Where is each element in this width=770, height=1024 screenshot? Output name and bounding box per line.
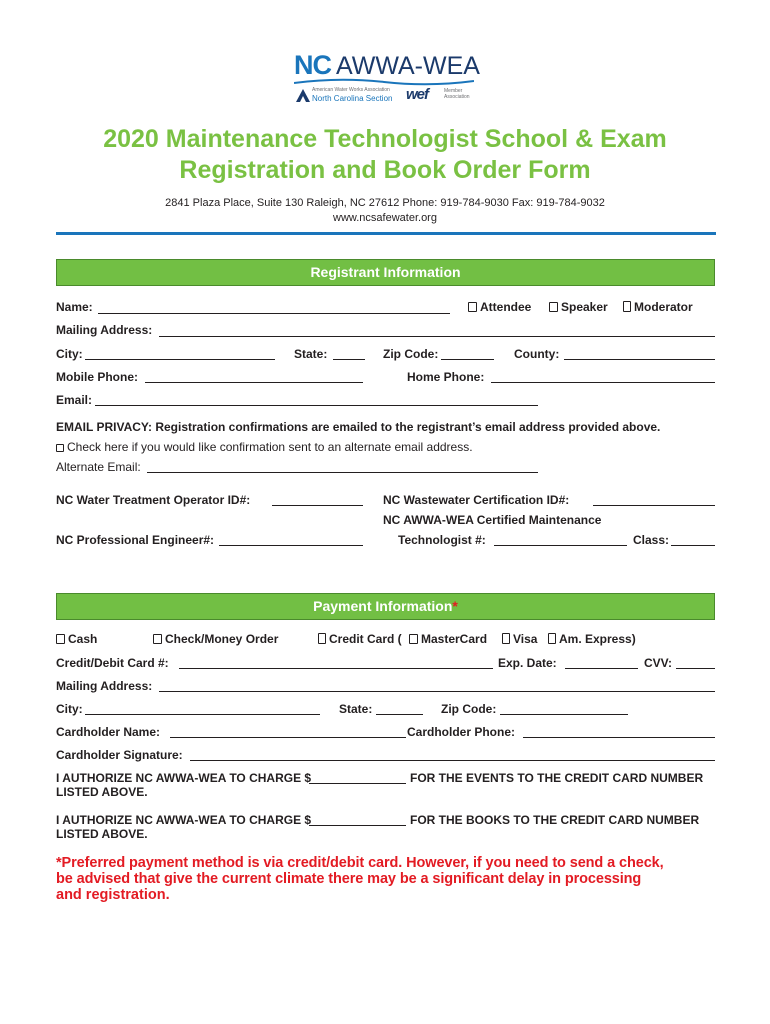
pay-amex[interactable]: [548, 632, 636, 646]
auth-events-amount-field[interactable]: [309, 783, 406, 784]
mailing-field[interactable]: [159, 336, 715, 337]
visa-label: Visa: [513, 632, 538, 646]
wef-logo: wef: [406, 86, 429, 103]
city-label: City:: [56, 347, 83, 361]
registrant-heading: Registrant Information: [56, 259, 715, 286]
role-moderator[interactable]: [623, 300, 693, 314]
auth-books-text-2: FOR THE BOOKS TO THE CREDIT CARD NUMBER: [410, 813, 700, 827]
alt-email-checkbox[interactable]: [56, 444, 64, 452]
auth-events-text-3: LISTED ABOVE.: [56, 785, 148, 799]
mastercard-checkbox[interactable]: [409, 634, 418, 644]
pay-mailing-label: Mailing Address:: [56, 679, 153, 693]
pay-cash[interactable]: [56, 632, 97, 646]
auth-events-text-2: FOR THE EVENTS TO THE CREDIT CARD NUMBER: [410, 771, 704, 785]
header-divider: [56, 232, 716, 235]
form-title-line2: Registration and Book Order Form: [179, 156, 591, 184]
nc-wastewater-field[interactable]: [593, 505, 715, 506]
pay-city-field[interactable]: [85, 714, 320, 715]
holder-phone-label: Cardholder Phone:: [407, 725, 516, 739]
attendee-checkbox[interactable]: [468, 302, 477, 312]
pay-city-label: City:: [56, 702, 83, 716]
form-title-line1: 2020 Maintenance Technologist School & Exam: [103, 125, 667, 153]
role-attendee[interactable]: [468, 300, 531, 314]
exp-label: Exp. Date:: [498, 656, 557, 670]
certified-field[interactable]: [494, 545, 627, 546]
exp-field[interactable]: [565, 668, 638, 669]
pay-visa[interactable]: [502, 632, 537, 646]
nc-water-field[interactable]: [272, 505, 363, 506]
mobile-label: Mobile Phone:: [56, 370, 138, 384]
payment-notice-line1: *Preferred payment method is via credit/debit card. However, if you need to send a check,: [56, 855, 664, 871]
class-label: Class:: [633, 533, 670, 547]
card-number-label: Credit/Debit Card #:: [56, 656, 169, 670]
pe-field[interactable]: [219, 545, 363, 546]
alt-email-field[interactable]: [147, 472, 538, 473]
credit-checkbox[interactable]: [318, 633, 326, 644]
amex-checkbox[interactable]: [548, 633, 556, 644]
visa-checkbox[interactable]: [502, 633, 510, 644]
payment-heading: [56, 593, 715, 620]
card-number-field[interactable]: [179, 668, 493, 669]
pay-zip-label: Zip Code:: [441, 702, 497, 716]
credit-label: Credit Card (: [329, 632, 402, 646]
home-field[interactable]: [491, 382, 715, 383]
zip-label: Zip Code:: [383, 347, 439, 361]
org-address: 2841 Plaza Place, Suite 130 Raleigh, NC 27612 Phone: 919-784-9030 Fax: 919-784-9032: [165, 197, 605, 209]
role-speaker[interactable]: [549, 300, 608, 314]
cvv-field[interactable]: [676, 668, 715, 669]
amex-label: Am. Express): [559, 632, 636, 646]
pe-label: NC Professional Engineer#:: [56, 533, 215, 547]
zip-field[interactable]: [441, 359, 494, 360]
city-field[interactable]: [85, 359, 275, 360]
check-label: Check/Money Order: [165, 632, 279, 646]
county-field[interactable]: [564, 359, 715, 360]
logo-section: North Carolina Section: [312, 94, 393, 103]
cvv-label: CVV:: [644, 656, 673, 670]
payment-notice-line3: and registration.: [56, 887, 170, 903]
auth-books-text-1: I AUTHORIZE NC AWWA-WEA TO CHARGE $: [56, 813, 312, 827]
awwa-mark-icon: [296, 88, 310, 102]
name-label: Name:: [56, 300, 93, 314]
certified-label-2: Technologist #:: [398, 533, 486, 547]
county-label: County:: [514, 347, 560, 361]
home-label: Home Phone:: [407, 370, 485, 384]
email-privacy-note: EMAIL PRIVACY: Registration confirmations are emailed to the registrant’s email address provided above.: [56, 420, 661, 434]
payment-notice-line2: be advised that give the current climate there may be a significant delay in processing: [56, 871, 642, 887]
pay-mailing-field[interactable]: [159, 691, 715, 692]
cash-label: Cash: [68, 632, 98, 646]
state-field[interactable]: [333, 359, 365, 360]
cash-checkbox[interactable]: [56, 634, 65, 644]
alt-email-check[interactable]: [56, 440, 473, 454]
state-label: State:: [294, 347, 328, 361]
certified-label-1: NC AWWA-WEA Certified Maintenance: [383, 513, 602, 527]
signature-label: Cardholder Signature:: [56, 748, 183, 762]
holder-name-label: Cardholder Name:: [56, 725, 161, 739]
holder-name-field[interactable]: [170, 737, 406, 738]
class-field[interactable]: [671, 545, 715, 546]
pay-state-field[interactable]: [376, 714, 423, 715]
auth-books-text-3: LISTED ABOVE.: [56, 827, 148, 841]
pay-check[interactable]: [153, 632, 278, 646]
email-label: Email:: [56, 393, 93, 407]
holder-phone-field[interactable]: [523, 737, 715, 738]
speaker-label: Speaker: [561, 300, 608, 314]
logo-org: AWWA-WEA: [336, 52, 480, 80]
alt-email-check-label: Check here if you would like confirmation sent to an alternate email address.: [67, 440, 473, 454]
pay-credit[interactable]: [318, 632, 402, 646]
alt-email-label: Alternate Email:: [56, 460, 141, 474]
pay-state-label: State:: [339, 702, 373, 716]
moderator-label: Moderator: [634, 300, 693, 314]
payment-heading-label: Payment Information: [313, 598, 453, 614]
moderator-checkbox[interactable]: [623, 301, 631, 312]
nc-water-label: NC Water Treatment Operator ID#:: [56, 493, 251, 507]
logo-small-text: American Water Works Association: [312, 87, 390, 93]
pay-mastercard[interactable]: [409, 632, 487, 646]
auth-events-text-1: I AUTHORIZE NC AWWA-WEA TO CHARGE $: [56, 771, 312, 785]
logo-nc: NC: [294, 50, 331, 80]
signature-field[interactable]: [190, 760, 715, 761]
check-checkbox[interactable]: [153, 634, 162, 644]
payment-asterisk: *: [452, 598, 458, 614]
speaker-checkbox[interactable]: [549, 302, 558, 312]
mobile-field[interactable]: [145, 382, 363, 383]
auth-books-amount-field[interactable]: [309, 825, 406, 826]
mailing-label: Mailing Address:: [56, 323, 153, 337]
logo: [294, 50, 484, 106]
pay-zip-field[interactable]: [500, 714, 628, 715]
name-field[interactable]: [98, 313, 450, 314]
org-website: www.ncsafewater.org: [333, 212, 437, 224]
wef-small-text: Member Association: [444, 88, 470, 100]
nc-wastewater-label: NC Wastewater Certification ID#:: [383, 493, 570, 507]
mastercard-label: MasterCard: [421, 632, 488, 646]
email-field[interactable]: [95, 405, 538, 406]
attendee-label: Attendee: [480, 300, 532, 314]
logo-wave-icon: [294, 78, 474, 86]
